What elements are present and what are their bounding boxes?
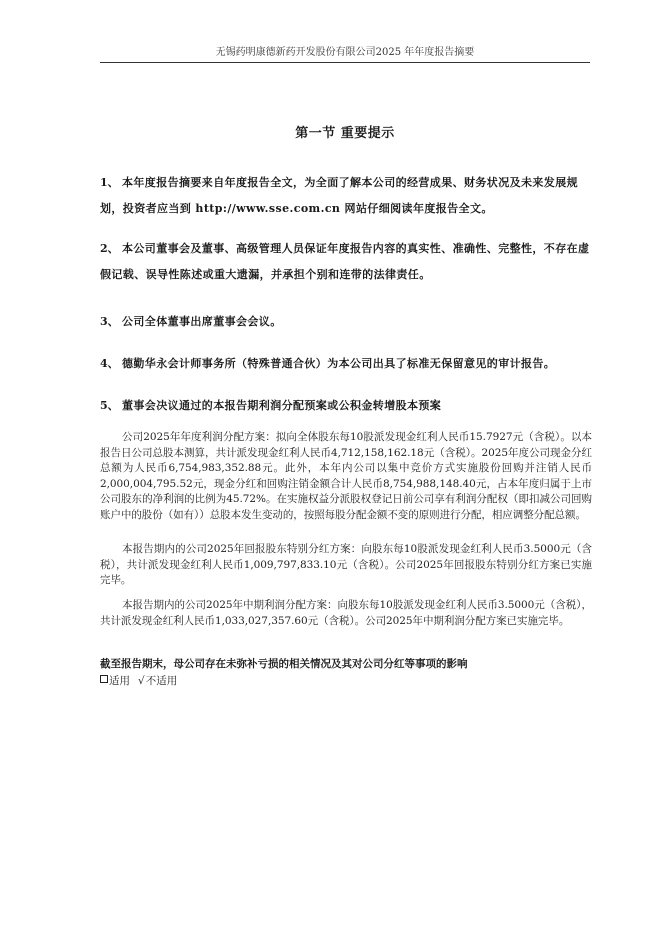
notice-item-text: 公司全体董事出席董事会会议。	[122, 315, 282, 328]
notice-item-1	[100, 170, 592, 222]
annual-dividend-paragraph: 公司2025年年度利润分配方案：拟向全体股东每10股派发现金红利人民币15.7927元（含税）。以本报告日公司总股本测算，共计派发现金红利人民币4,712,158,162.18元（含税）。2025年度公司现金分红总额为人民币6,754,983,352.88元。此外，本年内公司以集中竞价方式实施股份回购并注销人民币2,000,004,795.52元，现金分红和回购注销金额合计人民币8,754,988,148.40元，占本年度归属于上市公司股东的净利润的比例为45.72%。在实施权益分派股权登记日前公司享有利润分配权（即扣减公司回购账户中的股份（如有））总股本发生变动的，按照每股分配金额不变的原则进行分配，相应调整分配总额。	[100, 431, 592, 521]
notice-item-text: 德勤华永会计师事务所（特殊普通合伙）为本公司出具了标准无保留意见的审计报告。	[122, 357, 556, 370]
notice-item-number: 1、	[100, 176, 119, 189]
notice-item-3	[100, 309, 592, 335]
option-applicable-label: 适用	[109, 675, 130, 687]
notice-item-number: 3、	[100, 315, 119, 328]
option-not-applicable-label: 不适用	[145, 675, 178, 687]
notice-item-text: 本公司董事会及董事、高级管理人员保证年度报告内容的真实性、准确性、完整性，不存在虚假记载、误导性陈述或重大遗漏，并承担个别和连带的法律责任。	[100, 242, 590, 281]
notice-item-text: 董事会决议通过的本报告期利润分配预案或公积金转增股本预案	[122, 399, 442, 412]
header-rule	[100, 62, 590, 63]
applicability-options	[100, 673, 177, 689]
section-title: 第一节 重要提示	[295, 126, 395, 141]
notice-item-number: 5、	[100, 399, 119, 412]
interim-dividend-paragraph: 本报告期内的公司2025年中期利润分配方案：向股东每10股派发现金红利人民币3.5000元（含税），共计派发现金红利人民币1,033,027,357.60元（含税）。公司2025年中期利润分配方案已实施完毕。	[100, 599, 592, 627]
running-header: 无锡药明康德新药开发股份有限公司2025 年年度报告摘要	[215, 47, 475, 58]
notice-item-2	[100, 236, 592, 288]
uncovered-loss-heading: 截至报告期末，母公司存在未弥补亏损的相关情况及其对公司分红等事项的影响	[100, 658, 468, 670]
notice-item-number: 2、	[100, 242, 119, 255]
notice-item-text: 本年度报告摘要来自年度报告全文，为全面了解本公司的经营成果、财务状况及未来发展规划，投资者应当到 http://www.sse.com.cn 网站仔细阅读年度报告全文。	[100, 176, 578, 215]
special-dividend-paragraph: 本报告期内的公司2025年回报股东特别分红方案：向股东每10股派发现金红利人民币3.5000元（含税），共计派发现金红利人民币1,009,797,833.10元（含税）。公司2025年回报股东特别分红方案已实施完毕。	[100, 543, 592, 587]
notice-item-5	[100, 395, 592, 417]
checkbox-icon	[100, 675, 108, 683]
notice-item-4	[100, 351, 592, 377]
notice-item-number: 4、	[100, 357, 119, 370]
check-mark-icon: √	[138, 675, 145, 687]
